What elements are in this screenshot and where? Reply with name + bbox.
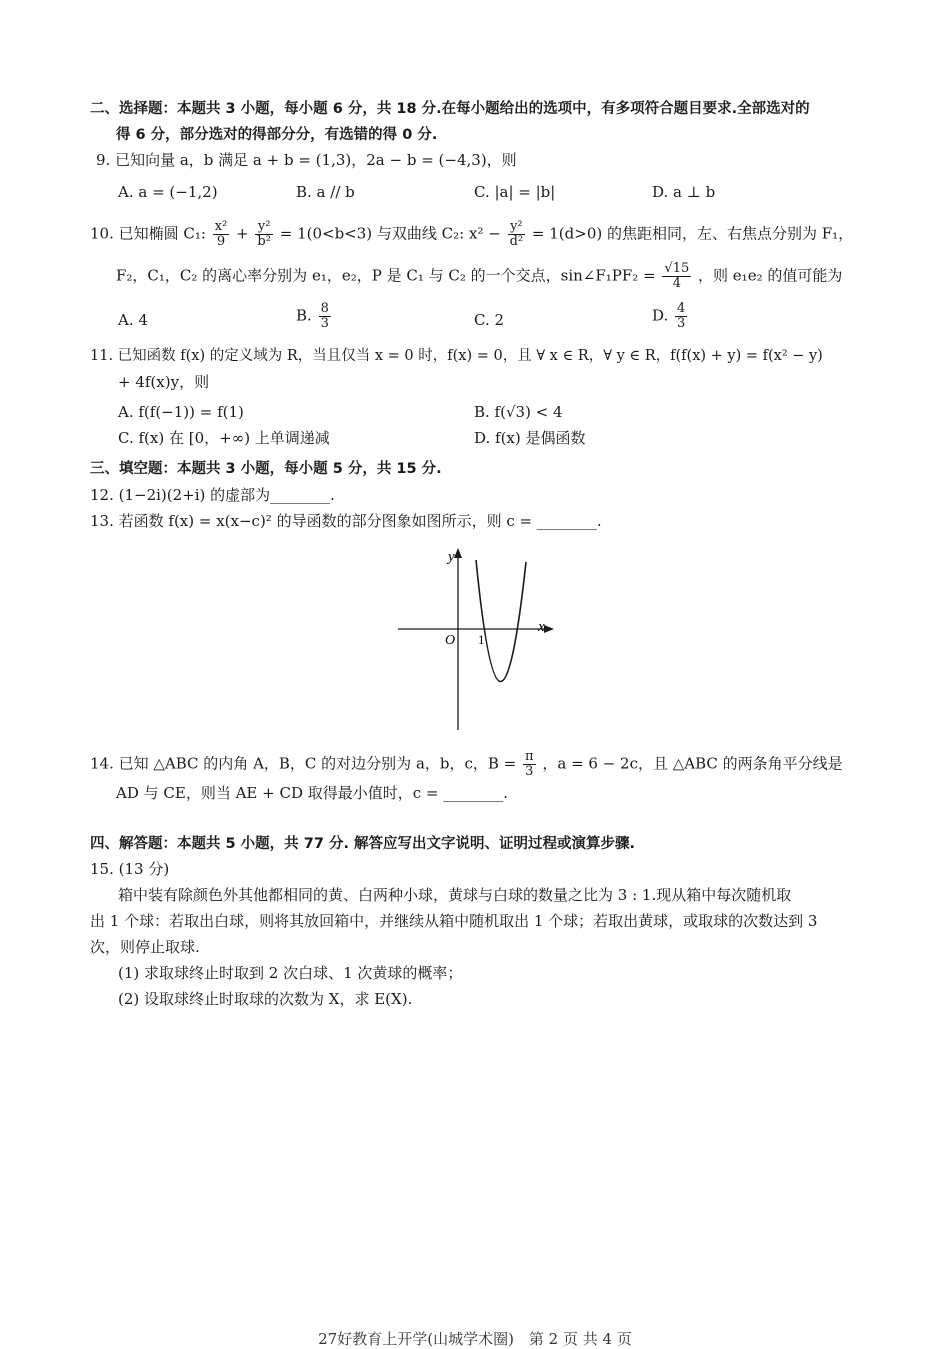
q14-line1-a: 14. 已知 △ABC 的内角 A，B，C 的对边分别为 a，b，c，B = bbox=[90, 754, 517, 773]
question-10-option-d bbox=[652, 302, 689, 331]
question-15-para-line3: 次，则停止取球. bbox=[90, 938, 200, 956]
section2-heading-line1: 二、选择题：本题共 3 小题，每小题 6 分，共 18 分.在每小题给出的选项中，有多项符合题目要求.全部选对的 bbox=[90, 101, 810, 117]
q10-fraction-2 bbox=[255, 220, 273, 249]
derivative-graph bbox=[392, 540, 562, 734]
question-15-sub1: (1) 求取球终止时取到 2 次白球、1 次黄球的概率； bbox=[118, 964, 463, 982]
q10-frac2-den: b² bbox=[257, 234, 271, 249]
question-9-option-c: C. |a| = |b| bbox=[474, 183, 556, 201]
section4-heading: 四、解答题：本题共 5 小题，共 77 分. 解答应写出文字说明、证明过程或演算步骤. bbox=[90, 836, 636, 852]
q10-optd-label: D. bbox=[652, 306, 669, 325]
question-15-title: 15. (13 分) bbox=[90, 860, 170, 878]
q10-optb-num: 8 bbox=[320, 301, 329, 316]
q10-frac3-num: y² bbox=[508, 220, 526, 235]
y-axis-arrow bbox=[454, 548, 462, 558]
q14-fraction bbox=[523, 750, 536, 779]
page-footer: 27好教育上开学(山城学术圈) 第 2 页 共 4 页 bbox=[318, 1330, 632, 1348]
q14-line1-b: ，a = 6 − 2c，且 △ABC 的两条角平分线是 bbox=[542, 754, 843, 773]
question-9-option-a: A. a = (−1,2) bbox=[118, 183, 218, 201]
q10-frac1-num: x² bbox=[214, 219, 228, 234]
q10-optd-fraction bbox=[675, 302, 687, 331]
question-11-option-c: C. f(x) 在 [0，+∞) 上单调递减 bbox=[118, 429, 330, 447]
q10-frac3-den: d² bbox=[509, 234, 524, 249]
q14-frac-num: π bbox=[525, 749, 534, 764]
q10-frac1-den: 9 bbox=[216, 234, 226, 249]
origin-label: O bbox=[445, 633, 456, 648]
q10-stem-a: 10. 已知椭圆 C₁: bbox=[90, 224, 206, 243]
question-11-option-a: A. f(f(−1)) = f(1) bbox=[118, 403, 244, 421]
y-axis-label: y bbox=[448, 549, 455, 565]
q10-stem-c: = 1(d>0) 的焦距相同，左、右焦点分别为 F₁， bbox=[531, 224, 854, 243]
question-9-option-b: B. a // b bbox=[296, 183, 355, 201]
question-10-option-c: C. 2 bbox=[474, 311, 505, 329]
q10-optd-num: 4 bbox=[677, 301, 686, 316]
question-9-option-d: D. a ⊥ b bbox=[652, 183, 716, 201]
q10-optd-den: 3 bbox=[677, 316, 686, 331]
question-15-para-line2: 出 1 个球：若取出白球，则将其放回箱中，并继续从箱中随机取出 1 个球；若取出黄球，或取球的次数达到 3 bbox=[90, 912, 818, 930]
x-axis-arrow bbox=[544, 625, 554, 633]
q10-stem-b: = 1(0<b<3) 与双曲线 C₂: x² − bbox=[279, 224, 501, 243]
q10-line2-a: F₂，C₁，C₂ 的离心率分别为 e₁，e₂，P 是 C₁ 与 C₂ 的一个交点，sin∠F₁PF₂ = bbox=[116, 266, 656, 285]
question-10-line2 bbox=[116, 262, 842, 291]
question-12: 12. (1−2i)(2+i) 的虚部为________. bbox=[90, 486, 335, 504]
question-10-line1 bbox=[90, 220, 853, 249]
q10-plus: + bbox=[236, 224, 249, 243]
x-axis-label: x bbox=[538, 619, 545, 635]
q14-frac-den: 3 bbox=[525, 764, 534, 779]
question-14-line1 bbox=[90, 750, 843, 779]
q10-fraction-4 bbox=[662, 262, 691, 291]
question-9-stem: 9. 已知向量 a，b 满足 a + b = (1,3)，2a − b = (−4,3)，则 bbox=[96, 151, 517, 169]
q10-fraction-3 bbox=[508, 220, 526, 249]
q10-optb-fraction bbox=[319, 302, 331, 331]
q10-optb-den: 3 bbox=[320, 316, 329, 331]
q10-line2-b: ，则 e₁e₂ 的值可能为 bbox=[698, 266, 843, 285]
question-11-line2: + 4f(x)y，则 bbox=[118, 373, 210, 391]
question-14-line2: AD 与 CE，则当 AE + CD 取得最小值时，c = ________. bbox=[116, 784, 509, 802]
section2-heading-line2: 得 6 分，部分选对的得部分分，有选错的得 0 分. bbox=[116, 127, 438, 143]
q10-frac4-num: √15 bbox=[664, 261, 690, 276]
question-13: 13. 若函数 f(x) = x(x−c)² 的导函数的部分图象如图所示，则 c = ________. bbox=[90, 512, 602, 530]
question-11-line1: 11. 已知函数 f(x) 的定义域为 R，当且仅当 x = 0 时，f(x) = 0，且 ∀ x ∈ R，∀ y ∈ R，f(f(x) + y) = f(x² − y) bbox=[90, 348, 823, 364]
q10-optb-label: B. bbox=[296, 306, 312, 325]
q10-fraction-1 bbox=[213, 220, 230, 249]
question-15-para-line1: 箱中装有除颜色外其他都相同的黄、白两种小球，黄球与白球的数量之比为 3 : 1.现从箱中每次随机取 bbox=[118, 886, 792, 904]
question-11-option-b: B. f(√3) < 4 bbox=[474, 403, 563, 421]
tick-label-1: 1 bbox=[478, 632, 485, 647]
q10-frac2-num: y² bbox=[255, 220, 273, 235]
derivative-curve bbox=[476, 560, 526, 682]
question-15-sub2: (2) 设取球终止时取球的次数为 X，求 E(X). bbox=[118, 990, 413, 1008]
question-10-option-a: A. 4 bbox=[118, 311, 148, 329]
question-10-option-b bbox=[296, 302, 333, 331]
q10-frac4-den: 4 bbox=[672, 276, 681, 291]
section3-heading: 三、填空题：本题共 3 小题，每小题 5 分，共 15 分. bbox=[90, 461, 442, 477]
question-11-option-d: D. f(x) 是偶函数 bbox=[474, 429, 586, 447]
